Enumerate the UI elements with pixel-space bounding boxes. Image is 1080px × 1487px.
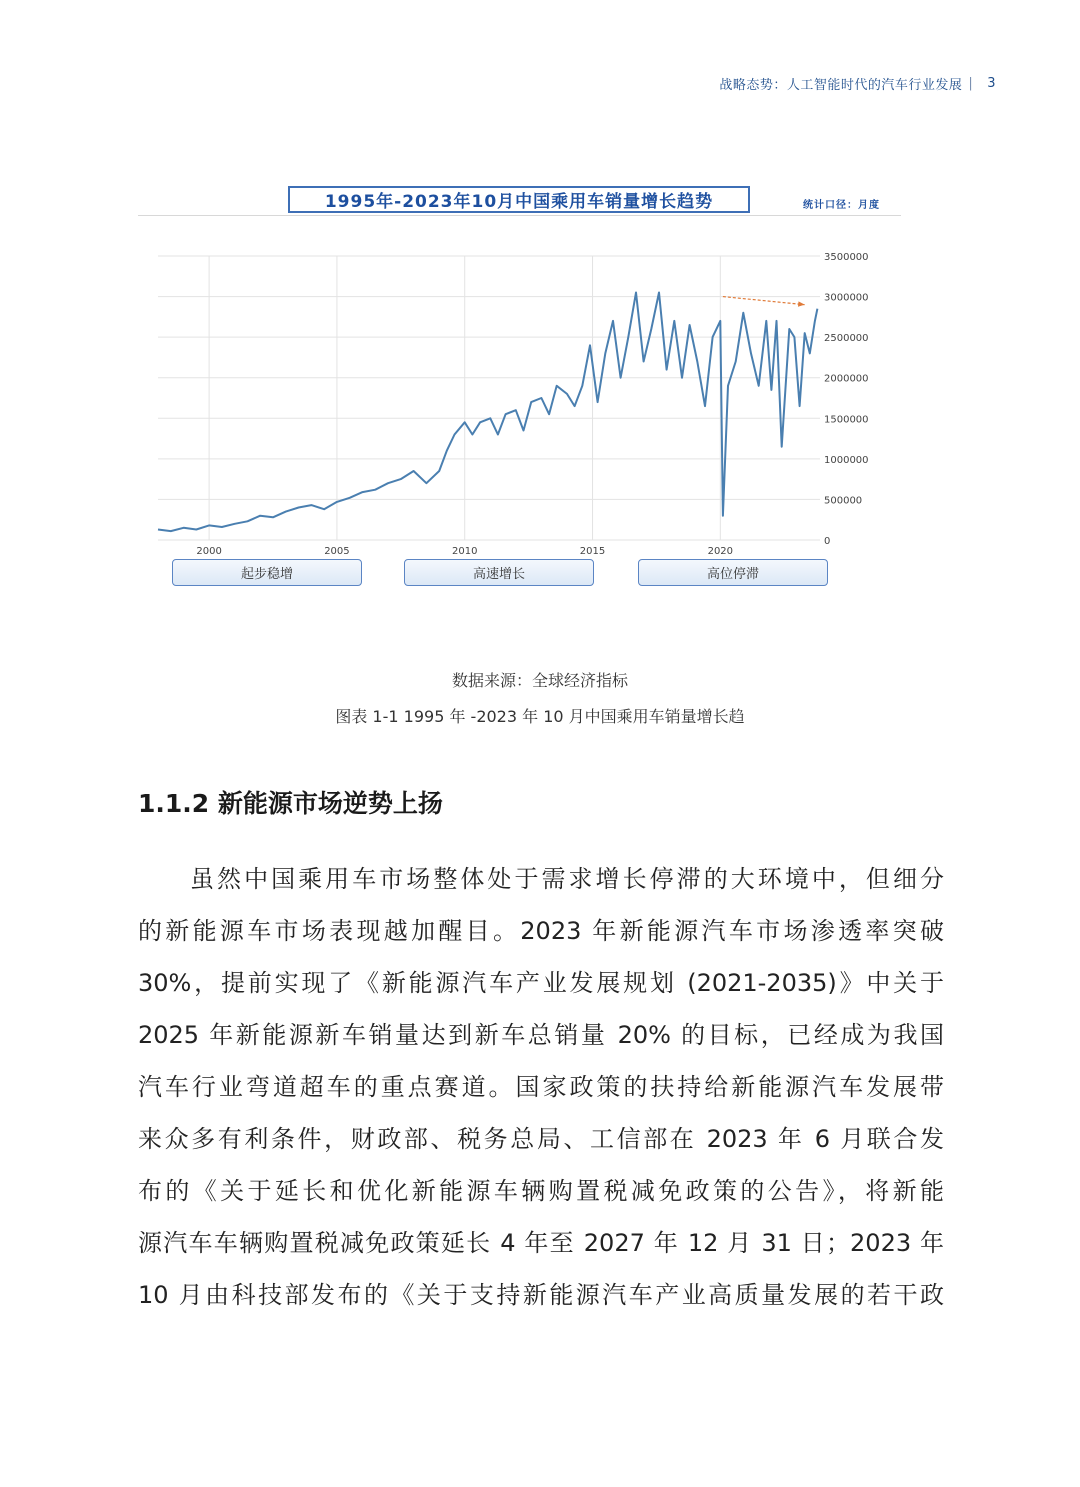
- paragraph-line: 10 月由科技部发布的《关于支持新能源汽车产业高质量发展的若干政: [138, 1281, 944, 1309]
- y-tick-label: 500000: [824, 495, 863, 507]
- sales-trend-figure: [138, 178, 903, 598]
- paragraph-line: 30%，提前实现了《新能源汽车产业发展规划 (2021-2035)》中关于: [138, 969, 944, 997]
- y-tick-label: 2500000: [824, 333, 869, 345]
- y-tick-label: 2000000: [824, 373, 869, 385]
- x-tick-label: 2000: [196, 546, 222, 557]
- y-tick-label: 3500000: [824, 252, 869, 263]
- x-tick-label: 2015: [579, 546, 606, 557]
- y-tick-label: 1000000: [824, 454, 869, 466]
- chart-title: 1995年-2023年10月中国乘用车销量增长趋势: [288, 186, 750, 213]
- paragraph-line: 源汽车车辆购置税减免政策延长 4 年至 2027 年 12 月 31 日；2023 年: [138, 1229, 944, 1257]
- line-chart: [138, 178, 903, 598]
- paragraph-line: 布的《关于延长和优化新能源车辆购置税减免政策的公告》，将新能: [138, 1177, 944, 1205]
- y-tick-label: 3000000: [824, 292, 869, 304]
- section-heading: 1.1.2 新能源市场逆势上扬: [138, 789, 443, 818]
- stage-label-plateau: 高位停滞: [638, 559, 828, 586]
- stage-label-growth: 高速增长: [404, 559, 594, 586]
- x-tick-label: 2005: [324, 546, 350, 557]
- page-number: 3: [987, 76, 996, 91]
- paragraph-line: 虽然中国乘用车市场整体处于需求增长停滞的大环境中，但细分: [190, 865, 944, 893]
- body-paragraph: [138, 853, 944, 1321]
- paragraph-line: 的新能源车市场表现越加醒目。2023 年新能源汽车市场渗透率突破: [138, 917, 944, 945]
- trend-arrow-line: [723, 297, 805, 305]
- paragraph-line: 来众多有利条件，财政部、税务总局、工信部在 2023 年 6 月联合发: [138, 1125, 944, 1153]
- stage-label-start: 起步稳增: [172, 559, 362, 586]
- figure-source: 数据来源：全球经济指标: [451, 671, 628, 690]
- x-tick-label: 2020: [707, 546, 734, 557]
- y-tick-label: 1500000: [824, 414, 869, 426]
- paragraph-line: 2025 年新能源新车销量达到新车总销量 20% 的目标，已经成为我国: [138, 1021, 944, 1049]
- running-title: 战略态势：人工智能时代的汽车行业发展: [719, 78, 963, 93]
- paragraph-line: 汽车行业弯道超车的重点赛道。国家政策的扶持给新能源汽车发展带: [138, 1073, 944, 1101]
- chart-stat-note: 统计口径：月度: [803, 200, 880, 211]
- sales-series-line: [158, 293, 817, 532]
- x-tick-label: 2010: [451, 546, 478, 557]
- running-header: [719, 74, 996, 93]
- header-separator: |: [968, 76, 974, 91]
- y-tick-label: 0: [824, 536, 831, 547]
- figure-caption: 图表 1-1 1995 年 -2023 年 10 月中国乘用车销量增长趋: [335, 707, 745, 726]
